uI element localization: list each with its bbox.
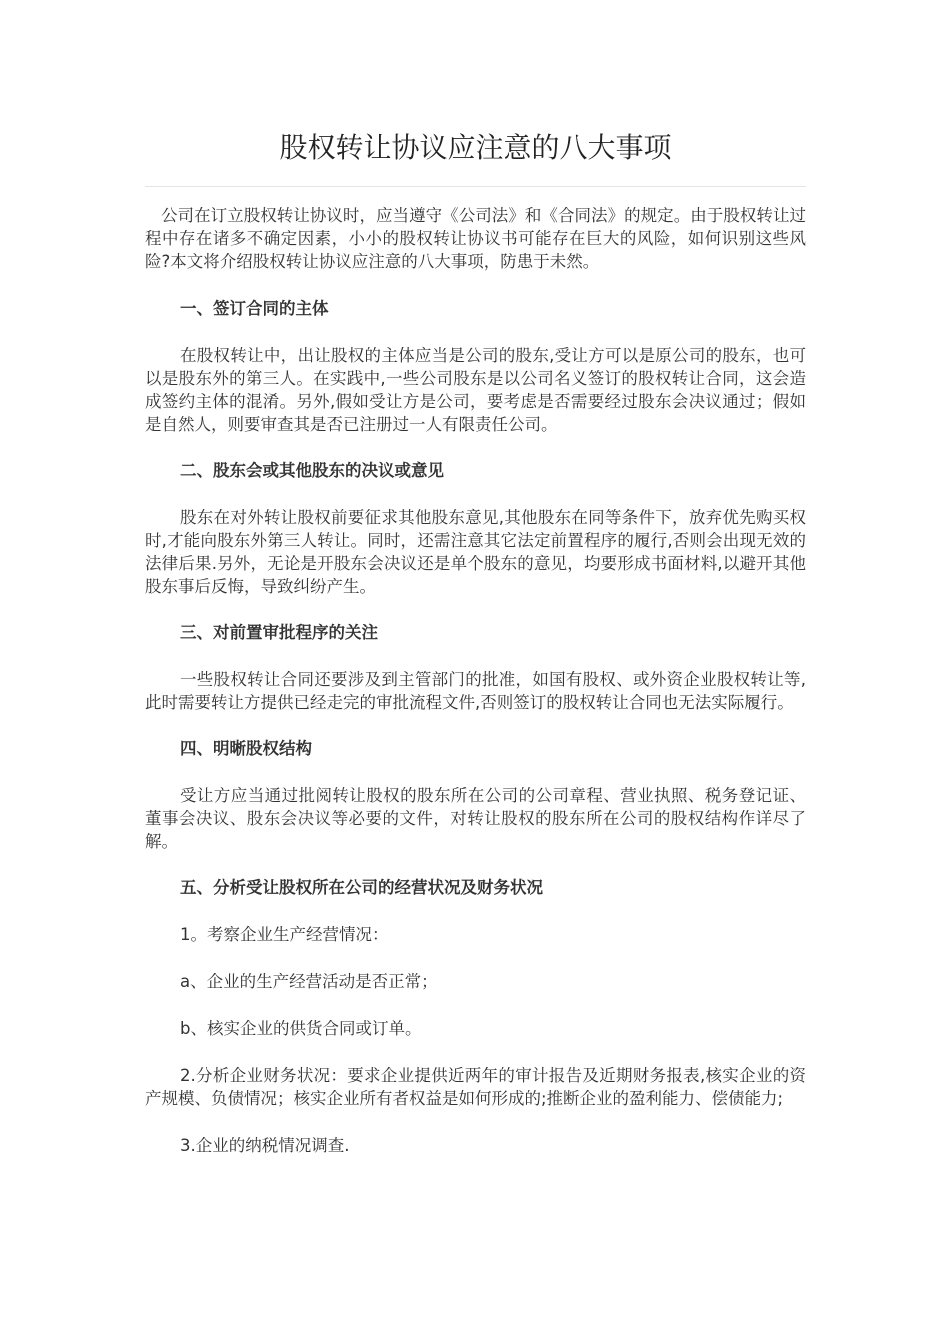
section-body-4: 受让方应当通过批阅转让股权的股东所在公司的公司章程、营业执照、税务登记证、董事会决议、股东会决议等必要的文件，对转让股权的股东所在公司的股权结构作详尽了解。	[145, 786, 806, 851]
section-body-1: 在股权转让中，出让股权的主体应当是公司的股东,受让方可以是原公司的股东，也可以是股东外的第三人。在实践中,一些公司股东是以公司名义签订的股权转让合同，这会造成签约主体的混淆。另外,假如受让方是公司，要考虑是否需要经过股东会决议通过；假如是自然人，则要审查其是否已注册过一人有限责任公司。	[145, 346, 806, 434]
article-body	[145, 204, 806, 1157]
list-item-3: 3.企业的纳税情况调查.	[180, 1136, 350, 1155]
section-heading-1: 一、签订合同的主体	[180, 299, 329, 318]
section-heading-2: 二、股东会或其他股东的决议或意见	[180, 461, 444, 480]
document-title: 股权转让协议应注意的八大事项	[279, 131, 672, 164]
list-item-b: b、核实企业的供货合同或订单。	[180, 1019, 422, 1038]
title-divider	[145, 186, 806, 187]
list-item-1: 1。考察企业生产经营情况：	[180, 925, 389, 944]
intro-paragraph: 公司在订立股权转让协议时，应当遵守《公司法》和《合同法》的规定。由于股权转让过程中存在诸多不确定因素，小小的股权转让协议书可能存在巨大的风险，如何识别这些风险?本文将介绍股权转让协议应注意的八大事项，防患于未然。	[145, 206, 806, 271]
section-heading-3: 三、对前置审批程序的关注	[180, 623, 378, 642]
list-item-2: 2.分析企业财务状况：要求企业提供近两年的审计报告及近期财务报表,核实企业的资产规模、负债情况；核实企业所有者权益是如何形成的;推断企业的盈利能力、偿债能力;	[145, 1066, 806, 1108]
list-item-a: a、企业的生产经营活动是否正常；	[180, 972, 438, 991]
section-body-3: 一些股权转让合同还要涉及到主管部门的批准，如国有股权、或外资企业股权转让等,此时需要转让方提供已经走完的审批流程文件,否则签订的股权转让合同也无法实际履行。	[145, 670, 806, 712]
section-body-2: 股东在对外转让股权前要征求其他股东意见,其他股东在同等条件下，放弃优先购买权时,才能向股东外第三人转让。同时，还需注意其它法定前置程序的履行,否则会出现无效的法律后果.另外，无论是开股东会决议还是单个股东的意见，均要形成书面材料,以避开其他股东事后反悔，导致纠纷产生。	[145, 508, 806, 596]
section-heading-5: 五、分析受让股权所在公司的经营状况及财务状况	[180, 878, 543, 897]
section-heading-4: 四、明晰股权结构	[180, 739, 312, 758]
